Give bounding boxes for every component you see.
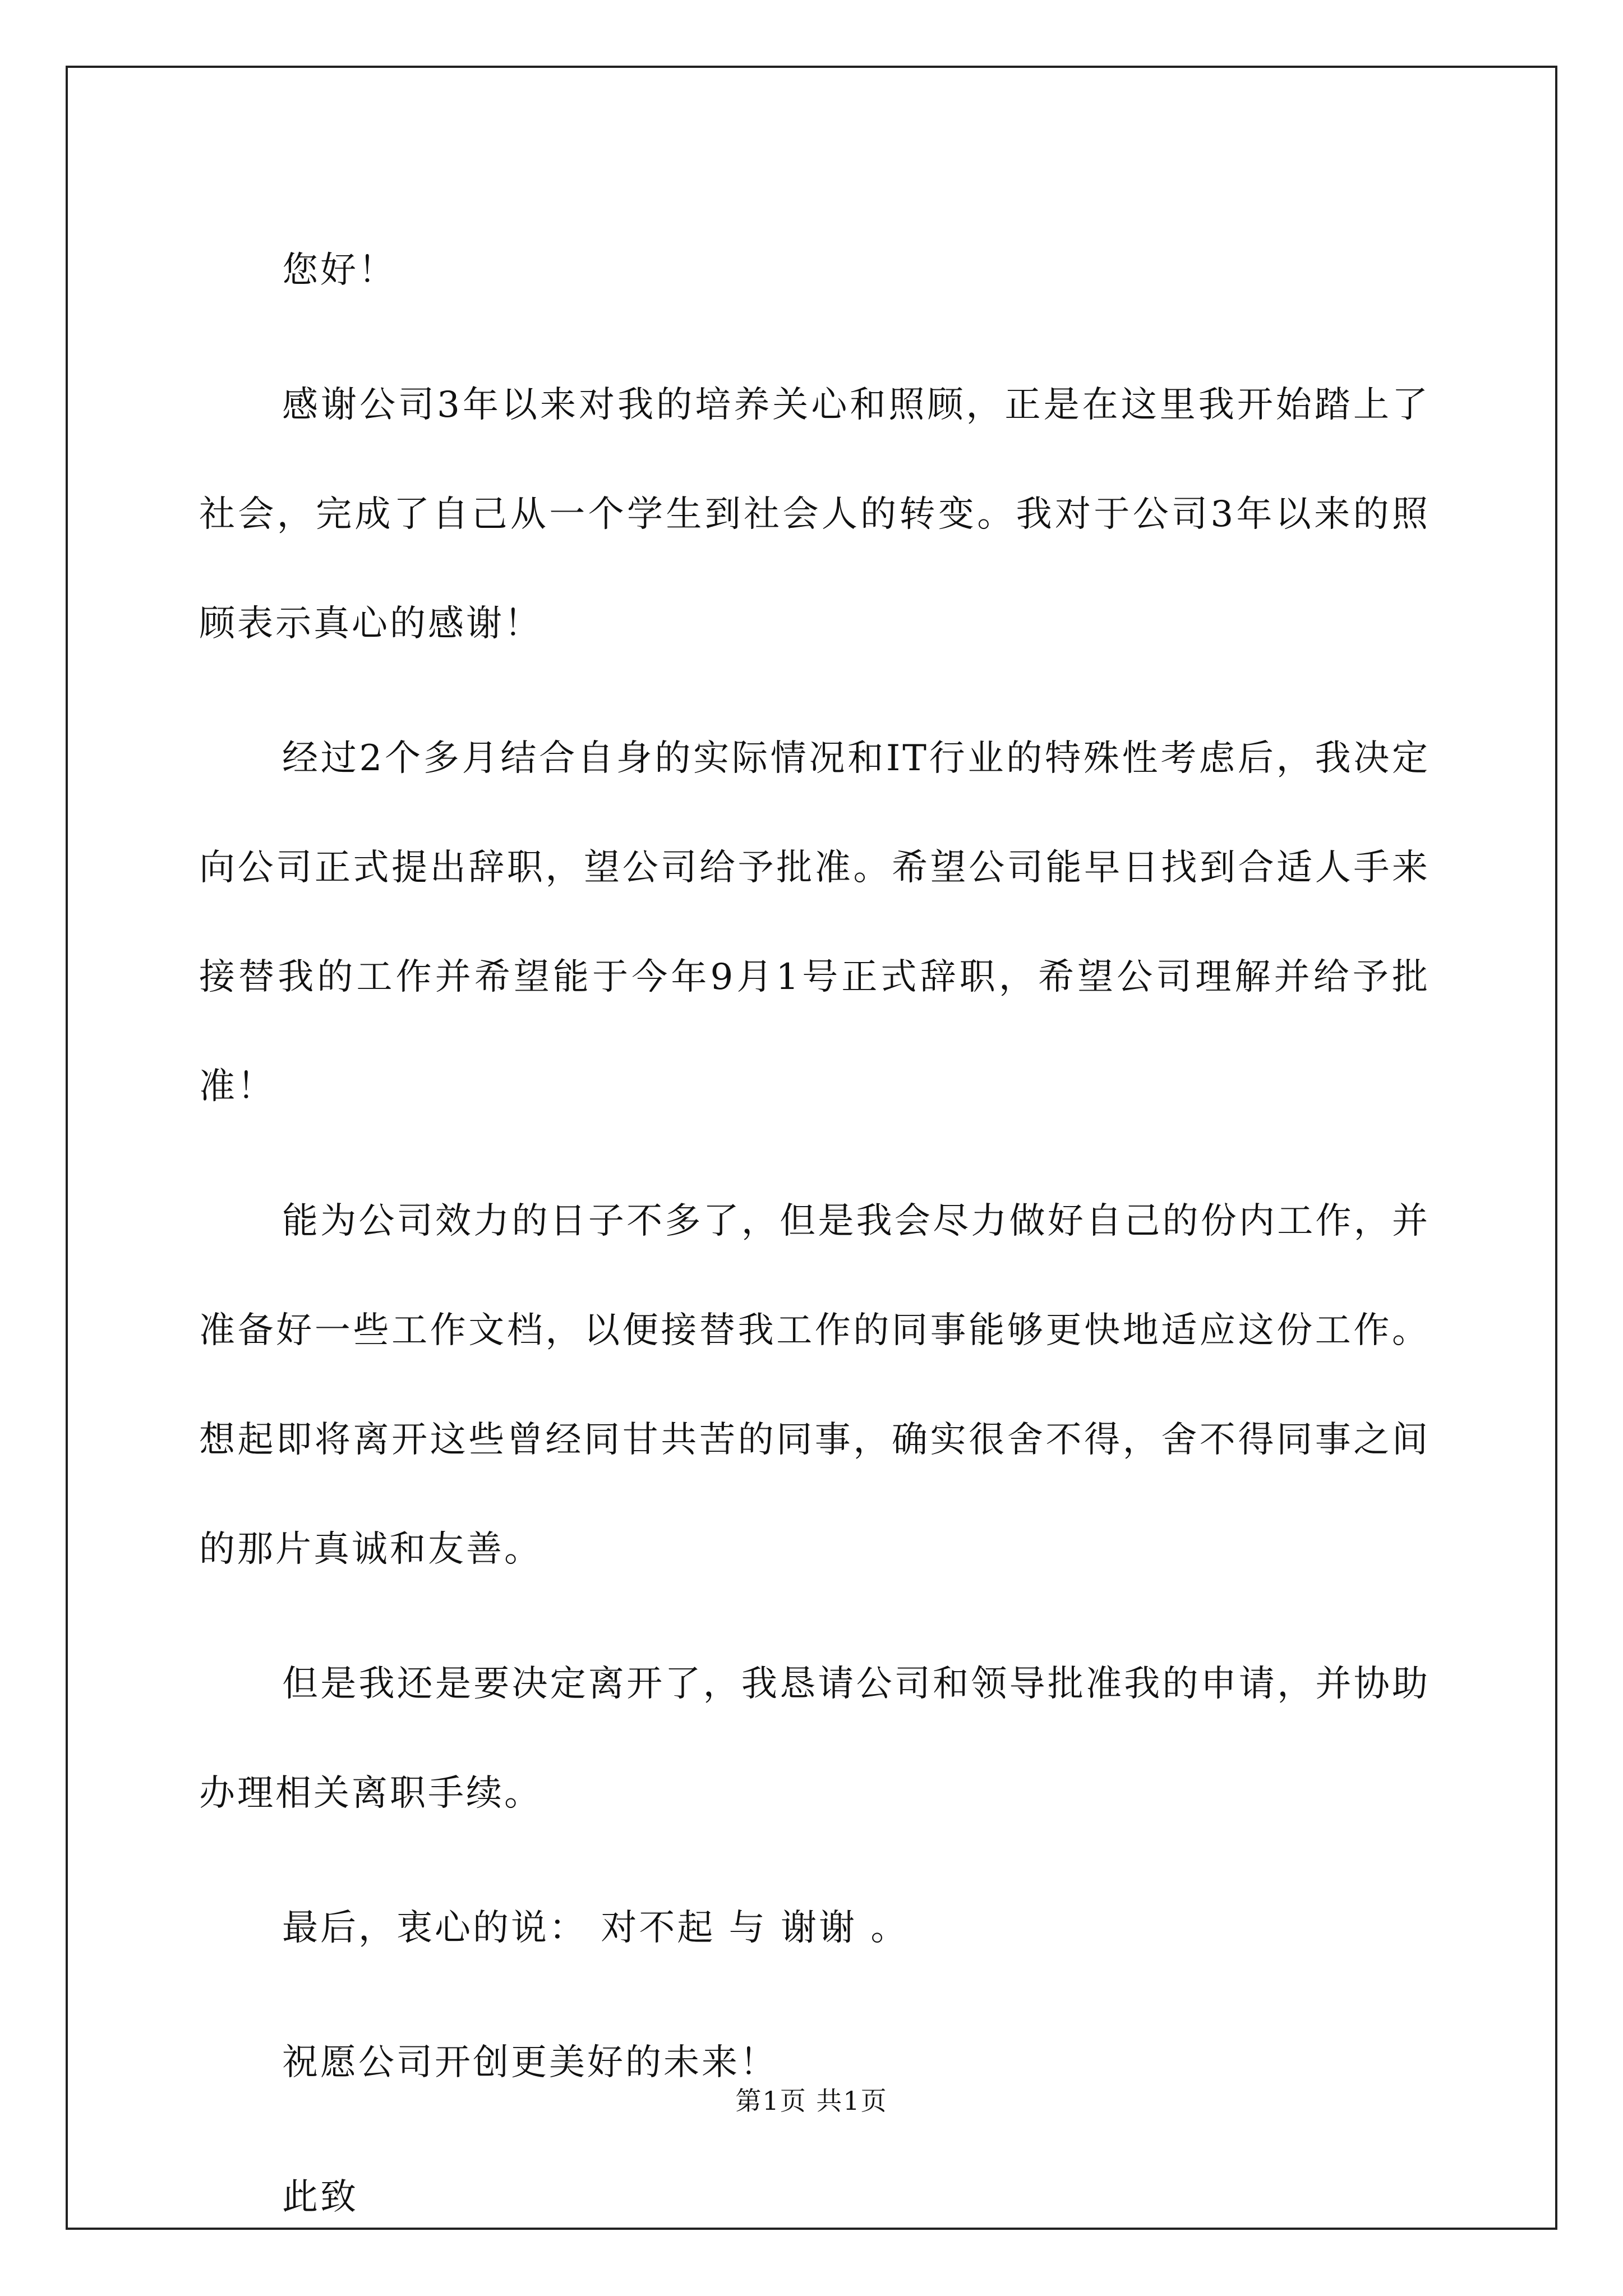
letter-body (199, 216, 1430, 2277)
paragraph-request: 但是我还是要决定离开了，我恳请公司和领导批准我的申请，并协助办理相关离职手续。 (199, 1663, 1430, 1814)
page-number: 第1页 共1页 (735, 2086, 888, 2116)
salutation: 此致 (282, 2177, 358, 2218)
paragraph-thanks: 感谢公司3年以来对我的培养关心和照顾，正是在这里我开始踏上了社会，完成了自己从一个学生到社会人的转变。我对于公司3年以来的照顾表示真心的感谢！ (199, 384, 1430, 645)
paragraph-closing: 最后，衷心的说： 对不起 与 谢谢 。 (282, 1907, 909, 1949)
greeting: 您好！ (282, 250, 396, 291)
paragraph-resignation: 经过2个多月结合自身的实际情况和IT行业的特殊性考虑后，我决定向公司正式提出辞职，望公司给予批准。希望公司能早日找到合适人手来接替我的工作并希望能于今年9月1号正式辞职，希望公司理解并给予批准！ (199, 738, 1430, 1107)
paragraph-handover: 能为公司效力的日子不多了，但是我会尽力做好自己的份内工作，并准备好一些工作文档，以便接替我工作的同事能够更快地适应这份工作。想起即将离开这些曾经同甘共苦的同事，确实很舍不得，舍不得同事之间的那片真诚和友善。 (199, 1200, 1430, 1570)
paragraph-wishes: 祝愿公司开创更美好的未来！ (282, 2042, 778, 2083)
